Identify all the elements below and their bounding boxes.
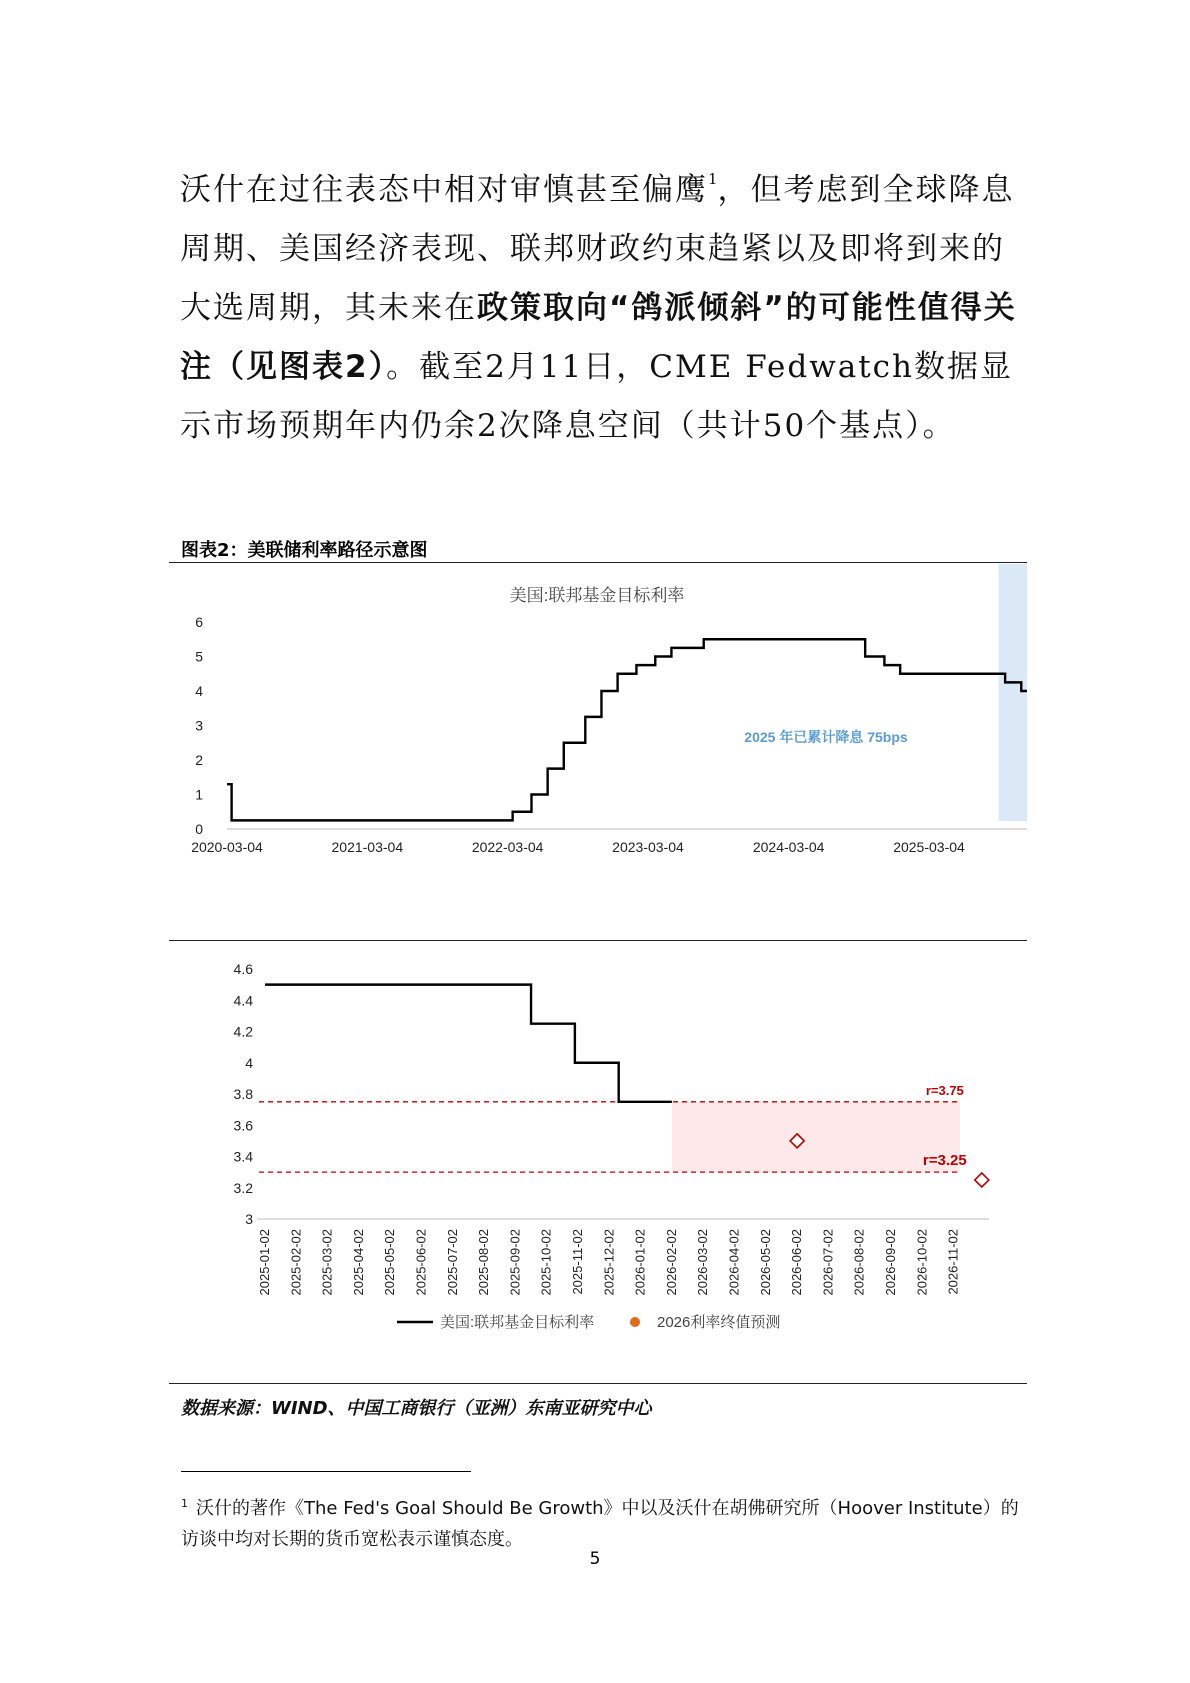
chart1-annotation: 2025 年已累计降息 75bps xyxy=(744,729,908,745)
footnote xyxy=(181,1488,1021,1555)
chart1-y-tick-label: 3 xyxy=(195,717,203,734)
footnote-number: 1 xyxy=(181,1497,188,1510)
chart1-y-tick-label: 2 xyxy=(195,752,203,768)
chart2-x-tick-label: 2025-03-02 xyxy=(319,1229,335,1296)
chart2-x-tick-label: 2025-08-02 xyxy=(476,1229,492,1296)
chart1-y-tick-label: 0 xyxy=(195,821,203,837)
legend-label-forecast: 2026利率终值预测 xyxy=(657,1314,781,1331)
chart2-x-tick-label: 2026-06-02 xyxy=(789,1229,805,1296)
chart2-y-tick-label: 3.2 xyxy=(233,1179,253,1196)
chart2-y-tick-label: 4 xyxy=(245,1054,253,1071)
paragraph-text-3: 。截至2月11日，CME Fedwatch数据显示市场预期年内仍余2次降息空间（共计50个基点）。 xyxy=(180,349,1013,444)
chart1-y-tick-label: 1 xyxy=(195,786,203,803)
chart2-x-tick-label: 2025-01-02 xyxy=(257,1229,272,1296)
legend-dot-swatch xyxy=(630,1317,640,1327)
chart2-x-tick-label: 2026-07-02 xyxy=(820,1229,836,1296)
chart2-x-tick-label: 2025-11-02 xyxy=(570,1229,585,1295)
chart1-x-tick-label: 2024-03-04 xyxy=(752,839,825,855)
chart2-y-tick-label: 3.8 xyxy=(233,1086,253,1102)
chart2-x-tick-label: 2025-09-02 xyxy=(507,1229,523,1296)
chart2-x-tick-label: 2025-02-02 xyxy=(288,1229,304,1296)
page-number: 5 xyxy=(589,1549,601,1569)
chart2-x-tick-label: 2026-01-02 xyxy=(632,1229,648,1296)
chart2-x-tick-label: 2026-09-02 xyxy=(883,1229,898,1296)
forecast-range-shading xyxy=(672,1102,960,1172)
figure-top-rule xyxy=(169,562,1027,563)
chart2-y-tick-label: 3.4 xyxy=(233,1148,253,1165)
chart1-x-tick-label: 2020-03-04 xyxy=(191,839,263,855)
chart2-x-tick-label: 2026-08-02 xyxy=(851,1229,867,1296)
chart1-y-tick-label: 6 xyxy=(195,614,203,630)
rate-forecast-chart xyxy=(169,942,1027,1382)
chart1-x-tick-label: 2022-03-04 xyxy=(471,839,544,855)
chart2-x-tick-label: 2026-04-02 xyxy=(726,1229,742,1296)
chart1-x-tick-label: 2021-03-04 xyxy=(331,839,404,855)
chart1-title: 美国:联邦基金目标利率 xyxy=(509,586,685,605)
reference-line-label: r=3.25 xyxy=(922,1152,967,1170)
chart1-x-tick-label: 2025-03-04 xyxy=(893,839,965,855)
reference-line-label: r=3.75 xyxy=(925,1082,964,1098)
chart2-x-tick-label: 2026-02-02 xyxy=(663,1229,679,1296)
chart2-x-tick-label: 2026-05-02 xyxy=(757,1229,773,1296)
chart2-x-tick-label: 2025-05-02 xyxy=(382,1229,398,1296)
chart2-x-tick-label: 2026-10-02 xyxy=(914,1229,930,1296)
chart2-x-tick-label: 2025-12-02 xyxy=(601,1229,617,1296)
highlight-band-2025-cuts xyxy=(999,564,1027,821)
chart2-x-tick-label: 2025-10-02 xyxy=(538,1229,554,1296)
fed-funds-rate-chart xyxy=(169,564,1027,936)
chart2-x-tick-label: 2025-07-02 xyxy=(444,1229,460,1296)
figure-bottom-rule xyxy=(169,1383,1027,1384)
chart2-x-tick-label: 2026-11-02 xyxy=(945,1229,961,1295)
chart1-y-tick-label: 4 xyxy=(195,683,203,699)
chart2-y-tick-label: 4.6 xyxy=(233,961,253,977)
fed-funds-rate-line-2025 xyxy=(265,985,672,1102)
data-source: 数据来源：WIND、中国工商银行（亚洲）东南亚研究中心 xyxy=(181,1398,652,1419)
chart2-x-tick-label: 2025-06-02 xyxy=(413,1229,429,1296)
footnote-separator xyxy=(181,1471,471,1472)
paragraph-text-1: 沃什在过往表态中相对审慎甚至偏鹰 xyxy=(180,172,708,208)
chart2-x-tick-label: 2025-04-02 xyxy=(350,1229,366,1296)
chart-divider-rule xyxy=(169,940,1027,941)
chart1-y-tick-label: 5 xyxy=(195,648,203,665)
paragraph-bold-text: 政策取向“鸽派倾斜”的可能性值得关注（见图表2） xyxy=(180,290,1017,385)
chart2-y-tick-label: 4.2 xyxy=(233,1023,253,1040)
legend-label-fed-rate: 美国:联邦基金目标利率 xyxy=(440,1314,595,1331)
paragraph-text-2: ，但考虑到全球降息周期、美国经济表现、联邦财政约束趋紧以及即将到来的大选周期，其未来在 xyxy=(180,172,1015,326)
chart1-x-tick-label: 2023-03-04 xyxy=(612,839,684,855)
forecast-marker xyxy=(975,1173,989,1187)
chart2-y-tick-label: 3 xyxy=(245,1211,253,1227)
footnote-reference[interactable]: 1 xyxy=(708,170,718,188)
footnote-text: 沃什的著作《The Fed's Goal Should Be Growth》中以及沃什在胡佛研究所（Hoover Institute）的访谈中均对长期的货币宽松表示谨慎态度。 xyxy=(181,1498,1019,1550)
chart2-y-tick-label: 3.6 xyxy=(233,1117,253,1134)
body-paragraph xyxy=(180,150,1020,456)
figure-title: 图表2：美联储利率路径示意图 xyxy=(181,540,428,561)
chart2-y-tick-label: 4.4 xyxy=(233,992,253,1009)
chart2-x-tick-label: 2026-03-02 xyxy=(695,1229,711,1296)
